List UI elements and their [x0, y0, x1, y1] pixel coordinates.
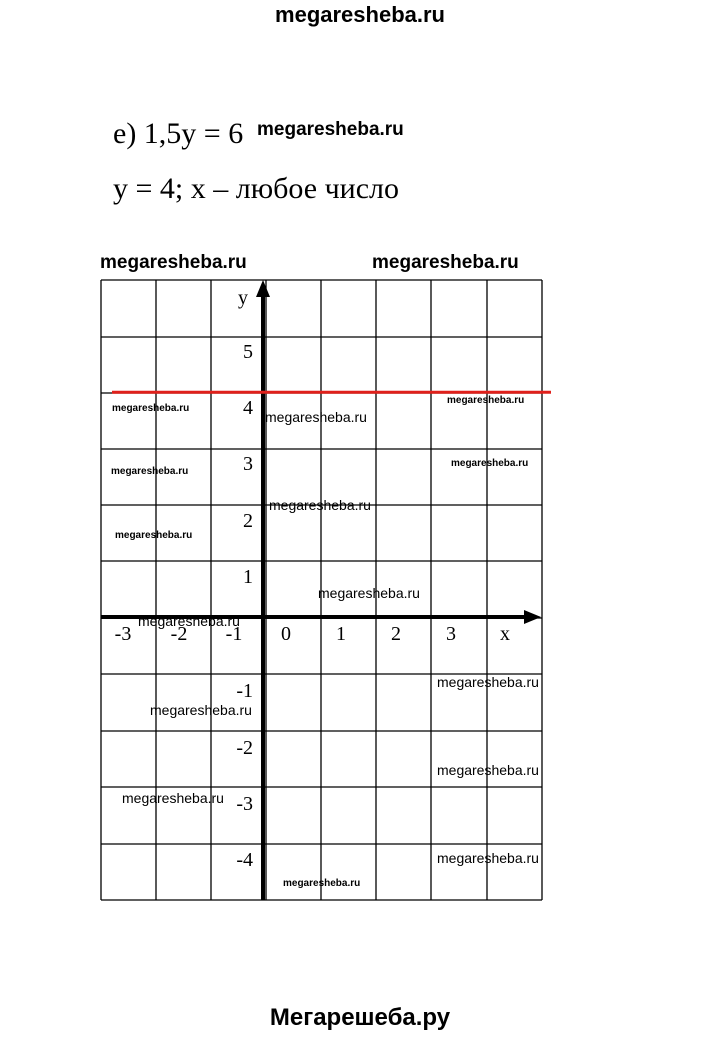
watermark: megaresheba.ru [372, 252, 519, 273]
watermark: megaresheba.ru [111, 466, 189, 477]
y-tick-label: -1 [236, 680, 253, 702]
y-tick-label: 4 [243, 397, 253, 419]
watermark: megaresheba.ru [283, 878, 361, 889]
site-header: megaresheba.ru [275, 2, 445, 27]
watermark: megaresheba.ru [447, 395, 525, 406]
x-tick-label: -2 [170, 623, 188, 645]
watermark: megaresheba.ru [437, 850, 539, 866]
watermark: megaresheba.ru [265, 409, 367, 425]
watermark: megaresheba.ru [269, 497, 371, 513]
watermark: megaresheba.ru [100, 252, 247, 273]
y-tick-label: 5 [243, 341, 253, 363]
equation-line: е) 1,5y = 6 [113, 117, 244, 150]
y-axis-arrow [256, 280, 270, 297]
watermark: megaresheba.ru [115, 530, 193, 541]
watermark: megaresheba.ru [138, 613, 240, 629]
y-tick-label: -3 [236, 793, 253, 815]
watermark: megaresheba.ru [150, 702, 252, 718]
watermark: megaresheba.ru [318, 585, 420, 601]
x-tick-label: 2 [391, 623, 401, 645]
x-tick-label: 3 [446, 623, 456, 645]
watermark: megaresheba.ru [437, 674, 539, 690]
watermark: megaresheba.ru [257, 119, 404, 140]
x-tick-label: -1 [225, 623, 243, 645]
y-axis-label: y [238, 287, 248, 309]
y-tick-label: -4 [236, 849, 253, 871]
watermark: megaresheba.ru [451, 458, 529, 469]
x-tick-label: 0 [281, 623, 291, 645]
x-axis-arrow [524, 610, 541, 624]
y-tick-label: 3 [243, 453, 253, 475]
x-tick-label: 1 [336, 623, 346, 645]
site-footer: Мегарешеба.ру [269, 1004, 451, 1031]
y-tick-label: -2 [236, 737, 253, 759]
x-axis-label: x [500, 623, 510, 645]
y-tick-labels [236, 341, 253, 871]
y-tick-label: 1 [243, 566, 253, 588]
y-tick-label: 2 [243, 510, 253, 532]
x-tick-label: -3 [114, 623, 132, 645]
watermark: megaresheba.ru [437, 762, 539, 778]
watermark: megaresheba.ru [122, 790, 224, 806]
watermark: megaresheba.ru [112, 403, 190, 414]
solution-line: y = 4; x – любое число [113, 172, 400, 205]
